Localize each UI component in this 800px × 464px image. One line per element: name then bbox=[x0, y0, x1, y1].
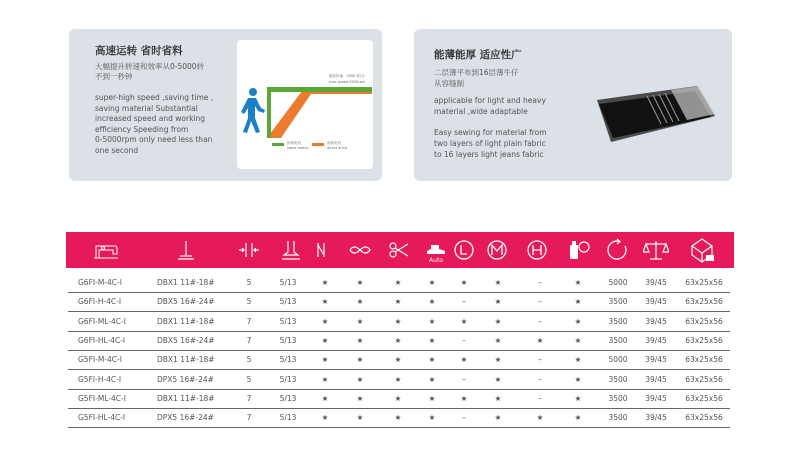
cell-c5: ★ bbox=[321, 374, 329, 384]
cell-c12: ★ bbox=[574, 316, 582, 326]
presser-foot-lift-icon bbox=[271, 232, 311, 268]
cell-c3: 7 bbox=[246, 393, 252, 403]
cell-c11: – bbox=[538, 297, 542, 307]
cell-c7: ★ bbox=[394, 297, 402, 307]
cell-c12: ★ bbox=[574, 355, 582, 365]
cell-c9: – bbox=[462, 413, 466, 423]
cell-c6: ★ bbox=[356, 413, 364, 423]
cell-c12: ★ bbox=[574, 393, 582, 403]
cell-size: 63x25x56 bbox=[685, 316, 723, 326]
cell-c6: ★ bbox=[356, 374, 364, 384]
table-row bbox=[68, 331, 730, 351]
cell-size: 63x25x56 bbox=[685, 278, 723, 287]
auto-label: Auto bbox=[429, 257, 443, 264]
cell-c5: ★ bbox=[321, 335, 329, 345]
h-mode-icon bbox=[521, 232, 553, 268]
cell-speed: 3500 bbox=[608, 374, 628, 384]
cell-c4: 5/13 bbox=[279, 297, 297, 307]
cell-speed: 5000 bbox=[608, 355, 628, 365]
legend-label: 直驱电机 bbox=[327, 141, 341, 145]
cell-c8: ★ bbox=[428, 297, 436, 307]
running-figure-icon bbox=[241, 88, 265, 133]
cell-c12: ★ bbox=[574, 374, 582, 384]
card-cn-line: 不到一秒钟 bbox=[95, 72, 133, 81]
speed-circle-icon bbox=[600, 232, 634, 268]
m-mode-icon bbox=[481, 232, 513, 268]
cell-c7: ★ bbox=[394, 355, 402, 365]
cell-needle: DBX5 16#-24# bbox=[157, 297, 215, 307]
cell-needle: DPX5 16#-24# bbox=[157, 413, 214, 423]
cell-c5: ★ bbox=[321, 355, 329, 365]
packing-size-icon bbox=[682, 232, 722, 268]
cell-weight: 39/45 bbox=[645, 393, 667, 403]
cell-size: 63x25x56 bbox=[685, 393, 723, 403]
cell-c11: ★ bbox=[536, 335, 544, 345]
card-en-line: applicable for light and heavy bbox=[434, 96, 546, 105]
cell-size: 63x25x56 bbox=[685, 297, 723, 307]
cell-c9: ★ bbox=[460, 393, 468, 403]
cell-c10: ★ bbox=[494, 355, 502, 365]
cell-c12: ★ bbox=[574, 278, 582, 287]
table-row bbox=[68, 350, 730, 370]
cell-needle: DBX1 11#-18# bbox=[157, 393, 215, 403]
orange-ramp bbox=[267, 87, 372, 138]
card-en-line: one second bbox=[95, 145, 139, 155]
cell-c9: ★ bbox=[460, 278, 468, 287]
cell-c10: ★ bbox=[494, 316, 502, 326]
cell-c3: 5 bbox=[246, 297, 252, 307]
cell-c4: 5/13 bbox=[279, 316, 297, 326]
card-en-line: saving material Substantial bbox=[95, 103, 198, 113]
cell-model: G5FI-ML-4C-I bbox=[78, 393, 126, 403]
cell-c4: 5/13 bbox=[279, 335, 297, 345]
cell-c11: – bbox=[538, 278, 542, 287]
legend-label: 传统电机 bbox=[287, 141, 301, 145]
cell-model: G5FI-H-4C-I bbox=[78, 374, 122, 384]
card-en-line: 0-5000rpm only need less than bbox=[95, 135, 213, 144]
cell-speed: 3500 bbox=[608, 297, 628, 307]
feature-card-material bbox=[414, 29, 732, 181]
cell-c8: ★ bbox=[428, 355, 436, 365]
cell-speed: 3500 bbox=[608, 316, 628, 326]
cell-model: G6FI-H-4C-I bbox=[78, 297, 122, 307]
cell-c9: – bbox=[462, 297, 466, 307]
cell-weight: 39/45 bbox=[645, 316, 667, 326]
cell-c9: ★ bbox=[460, 355, 468, 365]
chart-label: 最高转速：5000 转/分 bbox=[329, 74, 365, 78]
cell-speed: 5000 bbox=[608, 278, 628, 287]
cell-weight: 39/45 bbox=[645, 355, 667, 365]
cell-c4: 5/13 bbox=[279, 413, 297, 423]
cell-size: 63x25x56 bbox=[685, 374, 723, 384]
cell-weight: 39/45 bbox=[645, 297, 667, 307]
card-en-line: material ,wide adaptable bbox=[434, 106, 528, 116]
cell-size: 63x25x56 bbox=[685, 335, 723, 345]
needle-position-icon bbox=[306, 232, 336, 268]
cell-c9: – bbox=[462, 335, 466, 345]
needle-icon bbox=[166, 232, 206, 268]
cell-weight: 39/45 bbox=[645, 278, 667, 287]
cell-c12: ★ bbox=[574, 335, 582, 345]
cell-c4: 5/13 bbox=[279, 355, 297, 365]
cell-c3: 7 bbox=[246, 316, 252, 326]
table-row bbox=[68, 389, 730, 409]
cell-c6: ★ bbox=[356, 335, 364, 345]
cell-c10: ★ bbox=[494, 335, 502, 345]
card-en-line: super-high speed ,saving time , bbox=[95, 93, 214, 102]
cell-size: 63x25x56 bbox=[685, 355, 723, 365]
cell-c10: ★ bbox=[494, 374, 502, 384]
card-en-line: Easy sewing for material from bbox=[434, 128, 547, 137]
cell-c8: ★ bbox=[428, 413, 436, 423]
chart-label: max speed 5000rpm bbox=[329, 80, 366, 84]
cell-c7: ★ bbox=[394, 413, 402, 423]
fabric-stack-image bbox=[589, 80, 717, 156]
cell-c8: ★ bbox=[428, 316, 436, 326]
cell-c3: 7 bbox=[246, 335, 252, 345]
thread-loop-icon bbox=[340, 232, 380, 268]
cell-c10: ★ bbox=[494, 297, 502, 307]
card-cn-line: 大幅提升转速和效率从0-5000转 bbox=[95, 62, 205, 71]
legend-label: same motor bbox=[287, 146, 309, 150]
cell-needle: DBX1 11#-18# bbox=[157, 355, 215, 365]
table-row bbox=[68, 273, 730, 293]
cell-c6: ★ bbox=[356, 393, 364, 403]
cell-c11: – bbox=[538, 374, 542, 384]
cell-c10: ★ bbox=[494, 413, 502, 423]
card-cn-line: 从容缝制 bbox=[434, 79, 464, 88]
cell-weight: 39/45 bbox=[645, 335, 667, 345]
cell-weight: 39/45 bbox=[645, 374, 667, 384]
weight-scale-icon bbox=[639, 232, 673, 268]
cell-size: 63x25x56 bbox=[685, 413, 723, 423]
cell-c3: 5 bbox=[246, 355, 252, 365]
table-row bbox=[68, 408, 730, 428]
cell-c6: ★ bbox=[356, 316, 364, 326]
cell-c3: 5 bbox=[246, 374, 252, 384]
cell-c11: – bbox=[538, 355, 542, 365]
cell-c7: ★ bbox=[394, 374, 402, 384]
speed-illustration bbox=[237, 40, 373, 169]
legend-label: direct drive bbox=[327, 146, 347, 150]
legend-green-swatch bbox=[272, 143, 284, 146]
cell-c6: ★ bbox=[356, 278, 364, 287]
cell-c7: ★ bbox=[394, 393, 402, 403]
cell-c4: 5/13 bbox=[279, 374, 297, 384]
table-row bbox=[68, 370, 730, 390]
cell-needle: DBX5 16#-24# bbox=[157, 335, 215, 345]
cell-c8: ★ bbox=[428, 335, 436, 345]
cell-c5: ★ bbox=[321, 413, 329, 423]
feature-card-speed bbox=[69, 29, 382, 181]
cell-c3: 5 bbox=[246, 278, 252, 287]
cell-c6: ★ bbox=[356, 355, 364, 365]
cell-speed: 3500 bbox=[608, 413, 628, 423]
table-row bbox=[68, 292, 730, 312]
cell-model: G5FI-M-4C-I bbox=[78, 355, 122, 365]
cell-c12: ★ bbox=[574, 297, 582, 307]
table-row bbox=[68, 312, 730, 332]
needle-cooling-icon bbox=[559, 232, 599, 268]
card-en-line: two layers of light plain fabric bbox=[434, 139, 546, 148]
l-mode-icon bbox=[448, 232, 480, 268]
cell-c5: ★ bbox=[321, 393, 329, 403]
cell-c8: ★ bbox=[428, 374, 436, 384]
cell-c7: ★ bbox=[394, 278, 402, 287]
cell-speed: 3500 bbox=[608, 335, 628, 345]
cell-c6: ★ bbox=[356, 297, 364, 307]
cell-needle: DBX1 11#-18# bbox=[157, 316, 215, 326]
cell-model: G6FI-M-4C-I bbox=[78, 278, 122, 287]
cell-c7: ★ bbox=[394, 335, 402, 345]
cell-needle: DBX1 11#-18# bbox=[157, 278, 215, 287]
cell-c4: 5/13 bbox=[279, 393, 297, 403]
thread-trimmer-icon bbox=[379, 232, 419, 268]
cell-model: G6FI-ML-4C-I bbox=[78, 316, 126, 326]
cell-c9: ★ bbox=[460, 316, 468, 326]
cell-c11: ★ bbox=[536, 413, 544, 423]
cell-c11: – bbox=[538, 316, 542, 326]
card-en-line: to 16 layers light jeans fabric bbox=[434, 150, 544, 159]
cell-c5: ★ bbox=[321, 316, 329, 326]
cell-c4: 5/13 bbox=[279, 278, 297, 287]
sewing-machine-icon bbox=[86, 232, 126, 268]
card-cn-line: 二层薄平布到16层薄牛仔 bbox=[434, 68, 519, 77]
cell-c7: ★ bbox=[394, 316, 402, 326]
cell-c11: – bbox=[538, 393, 542, 403]
card-title: 能薄能厚 适应性广 bbox=[434, 49, 522, 61]
cell-model: G6FI-HL-4C-I bbox=[78, 335, 126, 345]
cell-weight: 39/45 bbox=[645, 413, 667, 423]
cell-c10: ★ bbox=[494, 278, 502, 287]
card-title: 高速运转 省时省料 bbox=[95, 45, 183, 57]
card-en-line: increased speed and working bbox=[95, 114, 206, 123]
cell-speed: 3500 bbox=[608, 393, 628, 403]
cell-c3: 7 bbox=[246, 413, 252, 423]
cell-c12: ★ bbox=[574, 413, 582, 423]
card-en-line: efficiency Speeding from bbox=[95, 124, 189, 134]
stitch-length-icon bbox=[231, 232, 267, 268]
cell-c8: ★ bbox=[428, 393, 436, 403]
cell-needle: DPX5 16#-24# bbox=[157, 374, 214, 384]
cell-c8: ★ bbox=[428, 278, 436, 287]
cell-c10: ★ bbox=[494, 393, 502, 403]
cell-model: G5FI-HL-4C-I bbox=[78, 413, 126, 423]
cell-c5: ★ bbox=[321, 278, 329, 287]
cell-c9: – bbox=[462, 374, 466, 384]
legend-orange-swatch bbox=[312, 143, 324, 146]
spec-table-header bbox=[66, 232, 734, 268]
cell-c5: ★ bbox=[321, 297, 329, 307]
